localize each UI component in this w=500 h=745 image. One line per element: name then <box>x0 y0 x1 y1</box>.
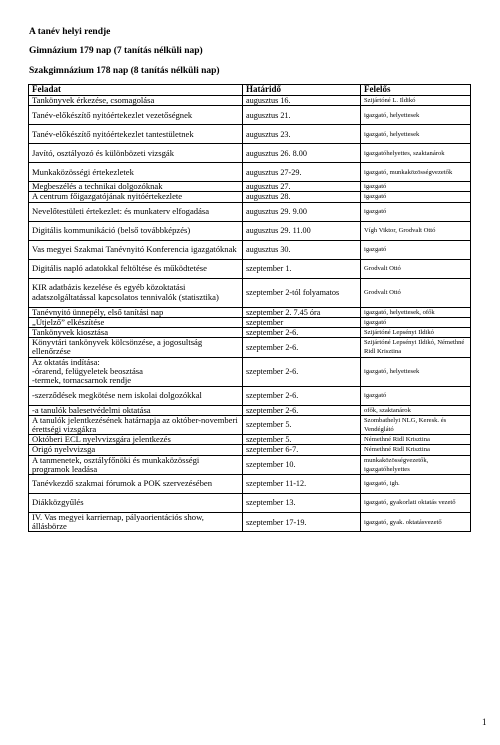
table-row <box>29 96 471 106</box>
deadline-cell: szeptember <box>243 317 361 327</box>
vocational-days: Szakgimnázium 178 nap (8 tanítás nélküli nap) <box>29 66 220 76</box>
task-cell: Az oktatás indítása: -órarend, felügyeletek beosztása -termek, tornacsarnok rendje <box>29 357 243 386</box>
column-header-deadline: Határidő <box>243 85 361 96</box>
task-cell: Nevelőtestületi értekezlet: és munkaterv elfogadása <box>29 202 243 221</box>
gymnasium-days: Gimnázium 179 nap (7 tanítás nélküli nap) <box>29 46 203 56</box>
deadline-cell: augusztus 26. 8.00 <box>243 144 361 163</box>
task-cell: A tanmenetek, osztályfőnöki és munkaközösségi programok leadása <box>29 455 243 474</box>
owner-cell: igazgató <box>361 240 471 259</box>
table-row <box>29 357 471 386</box>
table-row <box>29 475 471 494</box>
owner-cell: igazgató, helyettesek, ofők <box>361 307 471 317</box>
task-cell: Tanév-előkészítő nyitóértekezlet tantestületnek <box>29 125 243 144</box>
table-row <box>29 435 471 445</box>
table-row <box>29 405 471 415</box>
table-row <box>29 494 471 513</box>
owner-cell: Szombathelyi NLG, Keresk. és Vendéglátó <box>361 415 471 434</box>
task-cell: „Útjelző” elkészítése <box>29 317 243 327</box>
table-row <box>29 144 471 163</box>
task-cell: IV. Vas megyei karriernap, pályaorientációs show, állásbörze <box>29 513 243 532</box>
task-cell: -a tanulók balesetvédelmi oktatása <box>29 405 243 415</box>
owner-cell: igazgató, munkaközösségvezetők <box>361 163 471 182</box>
deadline-cell: szeptember 13. <box>243 494 361 513</box>
deadline-cell: szeptember 10. <box>243 455 361 474</box>
table-row <box>29 415 471 434</box>
deadline-cell: szeptember 11-12. <box>243 475 361 494</box>
owner-cell: igazgató, gyakorlati oktatás vezető <box>361 494 471 513</box>
task-cell: Tankönyvek érkezése, csomagolása <box>29 96 243 106</box>
task-cell: A tanulók jelentkezésének határnapja az október-novemberi érettségi vizsgákra <box>29 415 243 434</box>
deadline-cell: augusztus 30. <box>243 240 361 259</box>
task-cell: Digitális napló adatokkal feltöltése és működtetése <box>29 259 243 278</box>
task-cell: Munkaközösségi értekezletek <box>29 163 243 182</box>
task-cell: Tanévkezdő szakmai fórumok a POK szervezésében <box>29 475 243 494</box>
page-number: 1 <box>482 717 487 727</box>
deadline-cell: szeptember 5. <box>243 415 361 434</box>
table-row <box>29 259 471 278</box>
task-cell: Októberi ECL nyelvvizsgára jelentkezés <box>29 435 243 445</box>
deadline-cell: augusztus 27-29. <box>243 163 361 182</box>
deadline-cell: szeptember 2. 7.45 óra <box>243 307 361 317</box>
owner-cell: Szijártóné Lepsényi Ildikó <box>361 328 471 338</box>
deadline-cell: szeptember 2-tól folyamatos <box>243 278 361 307</box>
owner-cell: Szijártóné Lepsényi Ildikó, Némethné Ridl Krisztina <box>361 338 471 357</box>
table-row <box>29 221 471 240</box>
deadline-cell: augusztus 28. <box>243 192 361 202</box>
owner-cell: igazgató <box>361 386 471 405</box>
table-row <box>29 445 471 455</box>
table-row <box>29 386 471 405</box>
task-cell: Vas megyei Szakmai Tanévnyitó Konferencia igazgatóknak <box>29 240 243 259</box>
table-row <box>29 455 471 474</box>
owner-cell: igazgató, helyettesek <box>361 357 471 386</box>
deadline-cell: augusztus 21. <box>243 106 361 125</box>
owner-cell: Grodvalt Ottó <box>361 259 471 278</box>
task-cell: Megbeszélés a technikai dolgozóknak <box>29 182 243 192</box>
deadline-cell: szeptember 1. <box>243 259 361 278</box>
table-row <box>29 182 471 192</box>
task-cell: Tankönyvek kiosztása <box>29 328 243 338</box>
owner-cell: Némethné Ridl Krisztina <box>361 445 471 455</box>
task-cell: Diákközgyűlés <box>29 494 243 513</box>
deadline-cell: szeptember 2-6. <box>243 357 361 386</box>
column-header-task: Feladat <box>29 85 243 96</box>
table-row <box>29 278 471 307</box>
owner-cell: Szijártóné L. Ildikó <box>361 96 471 106</box>
table-row <box>29 192 471 202</box>
deadline-cell: szeptember 2-6. <box>243 405 361 415</box>
owner-cell: igazgató <box>361 317 471 327</box>
owner-cell: igazgató, igh. <box>361 475 471 494</box>
column-header-owner: Felelős <box>361 85 471 96</box>
owner-cell: igazgató <box>361 182 471 192</box>
task-cell: Könyvtári tankönyvek kölcsönzése, a jogosultság ellenőrzése <box>29 338 243 357</box>
owner-cell: ofők, szaktanárok <box>361 405 471 415</box>
deadline-cell: augusztus 29. 11.00 <box>243 221 361 240</box>
document-title: A tanév helyi rendje <box>29 27 111 37</box>
table-row <box>29 328 471 338</box>
deadline-cell: augusztus 16. <box>243 96 361 106</box>
owner-cell: Vígh Viktor, Grodvalt Ottó <box>361 221 471 240</box>
deadline-cell: szeptember 5. <box>243 435 361 445</box>
owner-cell: igazgató <box>361 192 471 202</box>
task-cell: Tanév-előkészítő nyitóértekezlet vezetőségnek <box>29 106 243 125</box>
owner-cell: Grodvalt Ottó <box>361 278 471 307</box>
schedule-table <box>28 84 471 532</box>
owner-cell: igazgató <box>361 202 471 221</box>
task-cell: -szerződések megkötése nem iskolai dolgozókkal <box>29 386 243 405</box>
table-row <box>29 240 471 259</box>
table-row <box>29 338 471 357</box>
table-row <box>29 307 471 317</box>
deadline-cell: augusztus 27. <box>243 182 361 192</box>
deadline-cell: szeptember 2-6. <box>243 328 361 338</box>
deadline-cell: augusztus 23. <box>243 125 361 144</box>
table-row <box>29 106 471 125</box>
owner-cell: munkaközösségvezetők, igazgatóhelyettes <box>361 455 471 474</box>
owner-cell: igazgató, helyettesek <box>361 125 471 144</box>
table-row <box>29 513 471 532</box>
deadline-cell: szeptember 2-6. <box>243 386 361 405</box>
owner-cell: igazgató, gyak. oktatásvezető <box>361 513 471 532</box>
deadline-cell: szeptember 17-19. <box>243 513 361 532</box>
task-cell: A centrum főigazgatójának nyitóértekezlete <box>29 192 243 202</box>
deadline-cell: augusztus 29. 9.00 <box>243 202 361 221</box>
table-header-row <box>29 85 471 96</box>
table-row <box>29 125 471 144</box>
deadline-cell: szeptember 2-6. <box>243 338 361 357</box>
owner-cell: Némethné Ridl Krisztina <box>361 435 471 445</box>
task-cell: Tanévnyitó ünnepély, első tanítási nap <box>29 307 243 317</box>
table-row <box>29 163 471 182</box>
task-cell: Origó nyelvvizsga <box>29 445 243 455</box>
table-row <box>29 202 471 221</box>
owner-cell: igazgató, helyettesek <box>361 106 471 125</box>
task-cell: KIR adatbázis kezelése és egyéb közoktatási adatszolgáltatással kapcsolatos tennivalók (statisztika) <box>29 278 243 307</box>
owner-cell: igazgatóhelyettes, szaktanárok <box>361 144 471 163</box>
task-cell: Digitális kommunikáció (belső továbbképzés) <box>29 221 243 240</box>
table-row <box>29 317 471 327</box>
deadline-cell: szeptember 6-7. <box>243 445 361 455</box>
task-cell: Javító, osztályozó és különbözeti vizsgák <box>29 144 243 163</box>
